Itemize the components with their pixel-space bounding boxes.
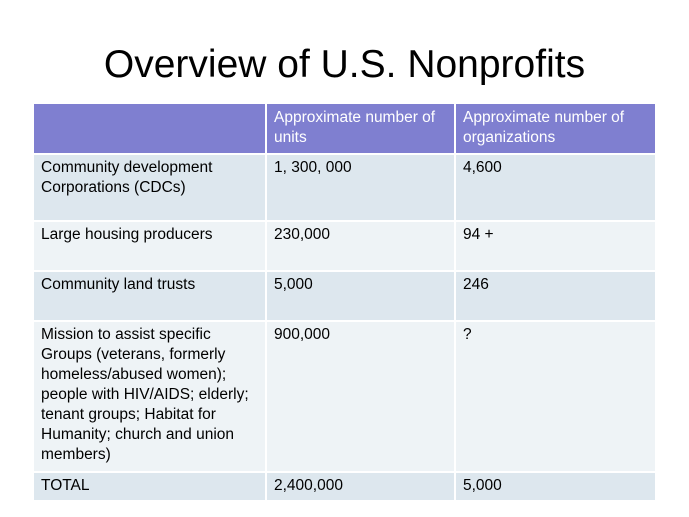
table-header-row [34,104,655,154]
units-cell: 2,400,000 [266,472,455,501]
units-cell: 230,000 [266,221,455,271]
table-row [34,154,655,221]
organizations-cell: 246 [455,271,655,321]
organizations-cell: 5,000 [455,472,655,501]
units-cell: 5,000 [266,271,455,321]
organizations-cell: 94 + [455,221,655,271]
table-row [34,221,655,271]
header-organizations: Approximate number of organizations [455,104,655,154]
table-row [34,321,655,472]
units-cell: 1, 300, 000 [266,154,455,221]
category-cell: Large housing producers [34,221,266,271]
slide-title: Overview of U.S. Nonprofits [103,43,586,86]
category-cell: Mission to assist specific Groups (veterans, formerly homeless/abused women); people with HIV/AIDS; elderly; tenant groups; Habitat for Humanity; church and union members) [34,321,266,472]
header-units: Approximate number of units [266,104,455,154]
category-cell: TOTAL [34,472,266,501]
table-row [34,271,655,321]
units-cell: 900,000 [266,321,455,472]
nonprofits-table [34,104,655,502]
organizations-cell: 4,600 [455,154,655,221]
table-row-total [34,472,655,501]
organizations-cell: ? [455,321,655,472]
category-cell: Community development Corporations (CDCs) [34,154,266,221]
category-cell: Community land trusts [34,271,266,321]
header-category [34,104,266,154]
